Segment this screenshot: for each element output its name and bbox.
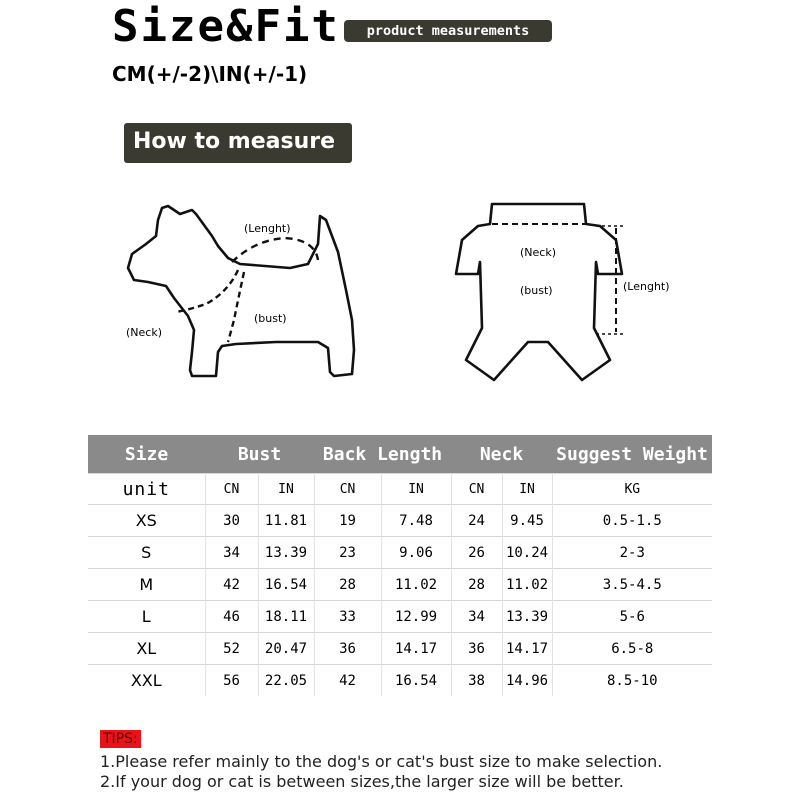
- header-bust: Bust: [205, 435, 314, 474]
- table-cell: 30: [205, 505, 258, 537]
- table-cell: 11.02: [381, 569, 451, 601]
- table-cell: 18.11: [258, 601, 314, 633]
- table-cell: 14.17: [381, 633, 451, 665]
- table-cell: 56: [205, 665, 258, 697]
- table-cell: 2-3: [552, 537, 712, 569]
- header-neck: Neck: [451, 435, 552, 474]
- table-cell: 33: [314, 601, 381, 633]
- table-cell: 13.39: [258, 537, 314, 569]
- table-cell: KG: [552, 474, 712, 505]
- table-cell: CN: [205, 474, 258, 505]
- table-cell: 42: [205, 569, 258, 601]
- table-cell: unit: [88, 474, 205, 505]
- table-cell: 3.5-4.5: [552, 569, 712, 601]
- table-cell: IN: [381, 474, 451, 505]
- dog-bust-label: (bust): [254, 312, 287, 325]
- table-row: [88, 505, 712, 537]
- tip-line: 2.If your dog or cat is between sizes,the larger size will be better.: [100, 772, 624, 791]
- table-cell: 34: [205, 537, 258, 569]
- table-cell: XXL: [88, 665, 205, 697]
- table-cell: 10.24: [502, 537, 552, 569]
- table-cell: 24: [451, 505, 502, 537]
- table-cell: XL: [88, 633, 205, 665]
- table-cell: M: [88, 569, 205, 601]
- table-cell: 36: [451, 633, 502, 665]
- table-row: [88, 537, 712, 569]
- table-cell: IN: [258, 474, 314, 505]
- table-cell: 19: [314, 505, 381, 537]
- unit-row: [88, 474, 712, 505]
- how-to-measure-heading: How to measure: [124, 123, 352, 163]
- table-cell: 13.39: [502, 601, 552, 633]
- table-cell: 16.54: [258, 569, 314, 601]
- table-cell: 12.99: [381, 601, 451, 633]
- table-cell: 28: [451, 569, 502, 601]
- table-cell: 26: [451, 537, 502, 569]
- dog-neck-label: (Neck): [126, 326, 162, 339]
- table-cell: XS: [88, 505, 205, 537]
- table-cell: 0.5-1.5: [552, 505, 712, 537]
- table-cell: 8.5-10: [552, 665, 712, 697]
- table-cell: 9.45: [502, 505, 552, 537]
- tolerance-text: CM(+/-2)\IN(+/-1): [112, 62, 308, 86]
- table-cell: 42: [314, 665, 381, 697]
- dog-outline-icon: [128, 206, 354, 376]
- header-suggest-weight: Suggest Weight: [552, 435, 712, 474]
- dog-length-label: (Lenght): [244, 222, 291, 235]
- table-cell: 14.17: [502, 633, 552, 665]
- product-measurements-badge: product measurements: [344, 20, 552, 42]
- table-cell: 5-6: [552, 601, 712, 633]
- table-row: [88, 665, 712, 697]
- table-cell: 28: [314, 569, 381, 601]
- header-back-length: Back Length: [314, 435, 451, 474]
- size-chart-table: [88, 435, 712, 696]
- table-cell: 16.54: [381, 665, 451, 697]
- table-cell: 38: [451, 665, 502, 697]
- tip-line: 1.Please refer mainly to the dog's or cat's bust size to make selection.: [100, 752, 663, 771]
- neck-measure-line: [176, 270, 238, 312]
- table-header-row: [88, 435, 712, 474]
- table-cell: 11.02: [502, 569, 552, 601]
- table-cell: S: [88, 537, 205, 569]
- table-cell: 36: [314, 633, 381, 665]
- table-cell: IN: [502, 474, 552, 505]
- table-cell: CN: [451, 474, 502, 505]
- table-cell: 11.81: [258, 505, 314, 537]
- measurement-diagram: [0, 180, 800, 400]
- garment-neck-label: (Neck): [520, 246, 556, 259]
- table-cell: 52: [205, 633, 258, 665]
- table-row: [88, 601, 712, 633]
- table-cell: 6.5-8: [552, 633, 712, 665]
- table-row: [88, 633, 712, 665]
- table-cell: 46: [205, 601, 258, 633]
- table-cell: 20.47: [258, 633, 314, 665]
- garment-bust-label: (bust): [520, 284, 553, 297]
- length-measure-line: [232, 238, 318, 262]
- table-row: [88, 569, 712, 601]
- table-cell: 22.05: [258, 665, 314, 697]
- table-cell: 14.96: [502, 665, 552, 697]
- table-cell: 7.48: [381, 505, 451, 537]
- header-size: Size: [88, 435, 205, 474]
- table-cell: CN: [314, 474, 381, 505]
- table-cell: 34: [451, 601, 502, 633]
- table-cell: 9.06: [381, 537, 451, 569]
- garment-length-label: (Lenght): [623, 280, 670, 293]
- tips-label: TIPS:: [100, 730, 141, 748]
- page-title: Size&Fit: [112, 1, 340, 52]
- table-cell: L: [88, 601, 205, 633]
- table-cell: 23: [314, 537, 381, 569]
